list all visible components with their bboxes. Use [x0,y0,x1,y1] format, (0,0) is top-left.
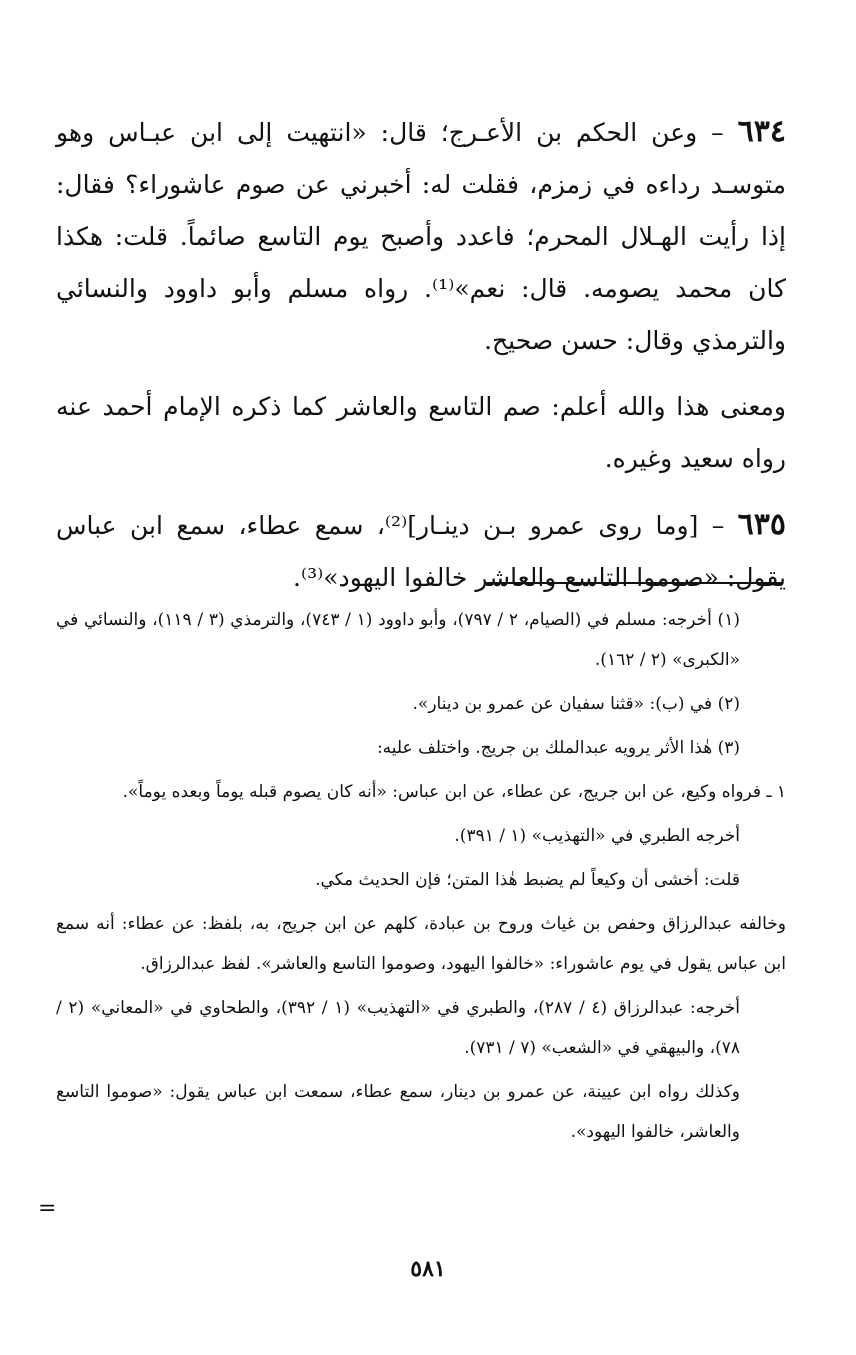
main-text [56,106,786,618]
page-number: ٥٨١ [410,1256,446,1282]
footnote-2: (٢) في (ب): «قثنا سفيان عن عمرو بن دينار». [412,694,740,714]
footnote-3-intro: (٣) هٰذا الأثر يرويه عبدالملك بن جريج. واختلف عليه: [376,738,740,758]
footnote-3-variant: وخالفه عبدالرزاق وحفص بن غياث وروح بن عبادة، كلهم عن ابن جريج، به، بلفظ: عن عطاء: أنه سمع ابن عباس يقول في يوم عاشوراء: «خالفوا اليهود، وصوموا التاسع والعاشر». لفظ عبدالرزاق. [56,914,786,974]
footnotes [56,600,786,1156]
commentary-paragraph: ومعنى هذا والله أعلم: صم التاسع والعاشر كما ذكره الإمام أحمد عنه رواه سعيد وغيره. [56,392,786,473]
footnote-1: (١) أخرجه: مسلم في (الصيام، ٢ / ٧٩٧)، وأبو داوود (١ / ٧٤٣)، والترمذي (٣ / ١١٩)، والنسائي في «الكبرى» (٢ / ١٦٢). [56,610,740,670]
footnote-3-remark: قلت: أخشى أن وكيعاً لم يضبط هٰذا المتن؛ فإن الحديث مكي. [315,870,740,890]
footnote-3-source-2: أخرجه: عبدالرزاق (٤ / ٢٨٧)، والطبري في «التهذيب» (١ / ٣٩٢)، والطحاوي في «المعاني» (٢ / ٧٨)، والبيهقي في «الشعب» (٧ / ٧٣١). [56,998,740,1058]
hadith-634 [56,106,786,367]
footnote-separator [486,582,782,584]
footnote-3-item-1: ١ ـ فرواه وكيع، عن ابن جريج، عن عطاء، عن ابن عباس: «أنه كان يصوم قبله يوماً وبعده يوماً». [122,782,786,802]
hadith-text: – [وما روى عمرو بـن دينـار]⁽²⁾، سمع عطاء، سمع ابن عباس يقول: «صوموا التاسع والعاشر خالفوا اليهود»⁽³⁾. [56,511,786,592]
footnote-3-source-1: أخرجه الطبري في «التهذيب» (١ / ٣٩١). [454,826,740,846]
continuation-mark: = [38,1196,57,1221]
footnote-3-ibn-uyayna: وكذلك رواه ابن عيينة، عن عمرو بن دينار، سمع عطاء، سمعت ابن عباس يقول: «صوموا التاسع والعاشر، خالفوا اليهود». [56,1082,740,1142]
hadith-text: – وعن الحكم بن الأعـرج؛ قال: «انتهيت إلى ابن عبـاس وهو متوسـد رداءه في زمزم، فقلت له: أخبرني عن صوم عاشوراء؟ فقال: إذا رأيت الهـلال المحرم؛ فاعدد وأصبح يوم التاسع صائماً. قلت: هكذا كان محمد يصومه. قال: نعم»⁽¹⁾. رواه مسلم وأبو داوود والنسائي والترمذي وقال: حسن صحيح. [56,118,787,355]
hadith-number: ٦٣٤ [737,114,786,149]
hadith-number: ٦٣٥ [737,507,786,542]
hadith-635 [56,499,786,604]
